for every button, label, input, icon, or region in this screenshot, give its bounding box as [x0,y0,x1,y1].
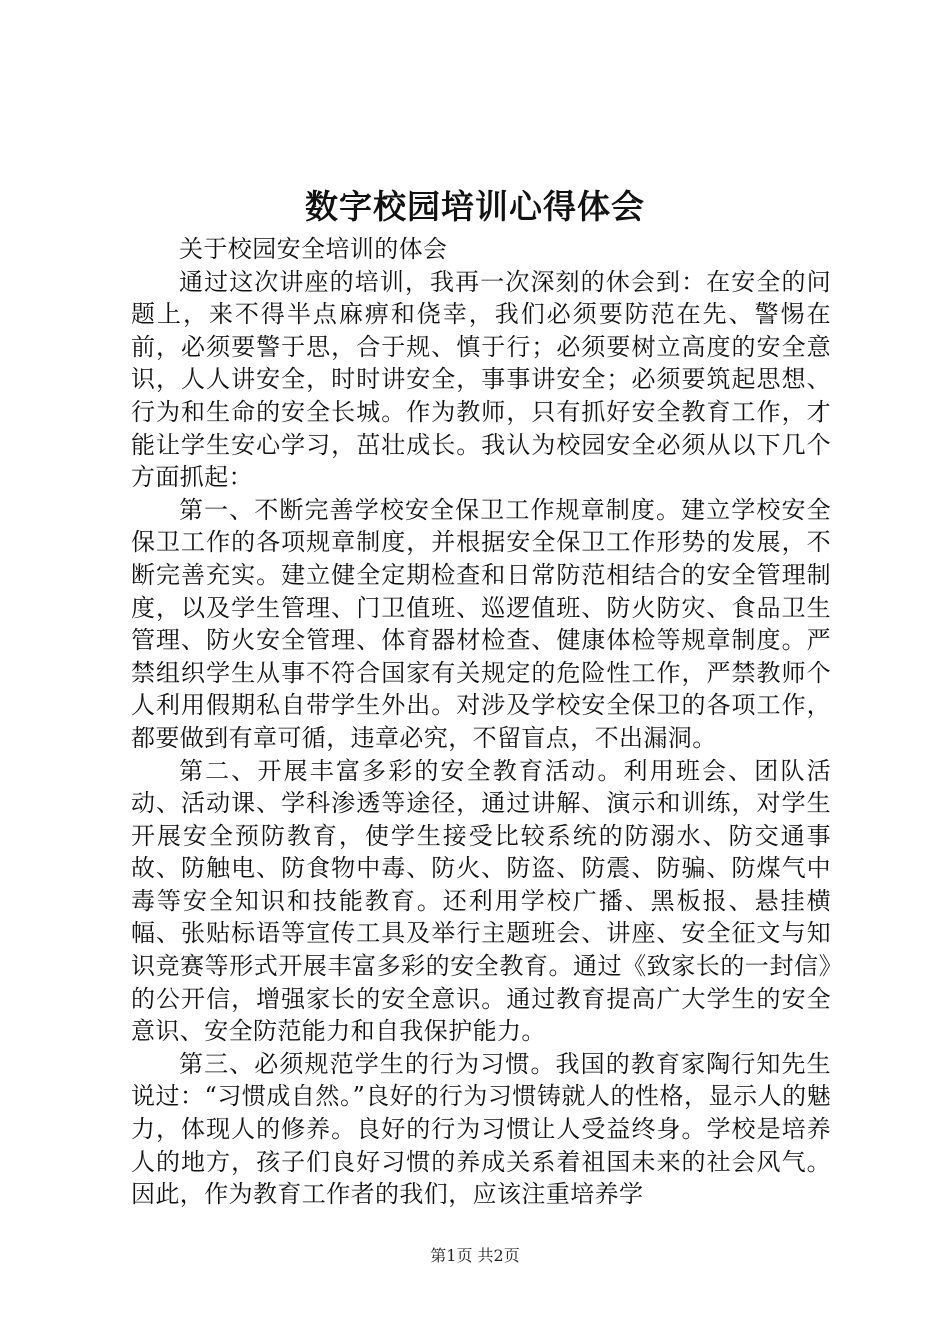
paragraph-intro: 通过这次讲座的培训，我再一次深刻的休会到：在安全的问题上，来不得半点麻痹和侥幸，我们必须要防范在先、警惕在前，必须要警于思，合于规、慎于行；必须要树立高度的安全意识，人人讲安全，时时讲安全，事事讲安全；必须要筑起思想、行为和生命的安全长城。作为教师，只有抓好安全教育工作，才能让学生安心学习，茁壮成长。我认为校园安全必须从以下几个方面抓起： [131,267,831,492]
paragraph-point-two: 第二、开展丰富多彩的安全教育活动。利用班会、团队活动、活动课、学科渗透等途径，通过讲解、演示和训练，对学生开展安全预防教育，使学生接受比较系统的防溺水、防交通事故、防触电、防食物中毒、防火、防盗、防震、防骗、防煤气中毒等安全知识和技能教育。还利用学校广播、黑板报、悬挂横幅、张贴标语等宣传工具及举行主题班会、讲座、安全征文与知识竞赛等形式开展丰富多彩的安全教育。通过《致家长的一封信》的公开信，增强家长的安全意识。通过教育提高广大学生的安全意识、安全防范能力和自我保护能力。 [131,756,831,1046]
document-title: 数字校园培训心得体会 [305,187,645,226]
paragraph-point-three: 第三、必须规范学生的行为习惯。我国的教育家陶行知先生说过：“习惯成自然。”良好的行为习惯铸就人的性格，显示人的魅力，体现人的修养。良好的行为习惯让人受益终身。学校是培养人的地方，孩子们良好习惯的养成关系着祖国未来的社会风气。因此，作为教育工作者的我们，应该注重培养学 [131,1049,831,1209]
paragraph-point-one: 第一、不断完善学校安全保卫工作规章制度。建立学校安全保卫工作的各项规章制度，并根据安全保卫工作形势的发展，不断完善充实。建立健全定期检查和日常防范相结合的安全管理制度，以及学生管理、门卫值班、巡逻值班、防火防灾、食品卫生管理、防火安全管理、体育器材检查、健康体检等规章制度。严禁组织学生从事不符合国家有关规定的危险性工作，严禁教师个人利用假期私自带学生外出。对涉及学校安全保卫的各项工作，都要做到有章可循，违章必究，不留盲点，不出漏洞。 [131,495,831,752]
document-body [131,233,831,1211]
page-number-footer: 第1页 共2页 [430,1246,520,1265]
section-subtitle: 关于校园安全培训的体会 [179,235,448,263]
